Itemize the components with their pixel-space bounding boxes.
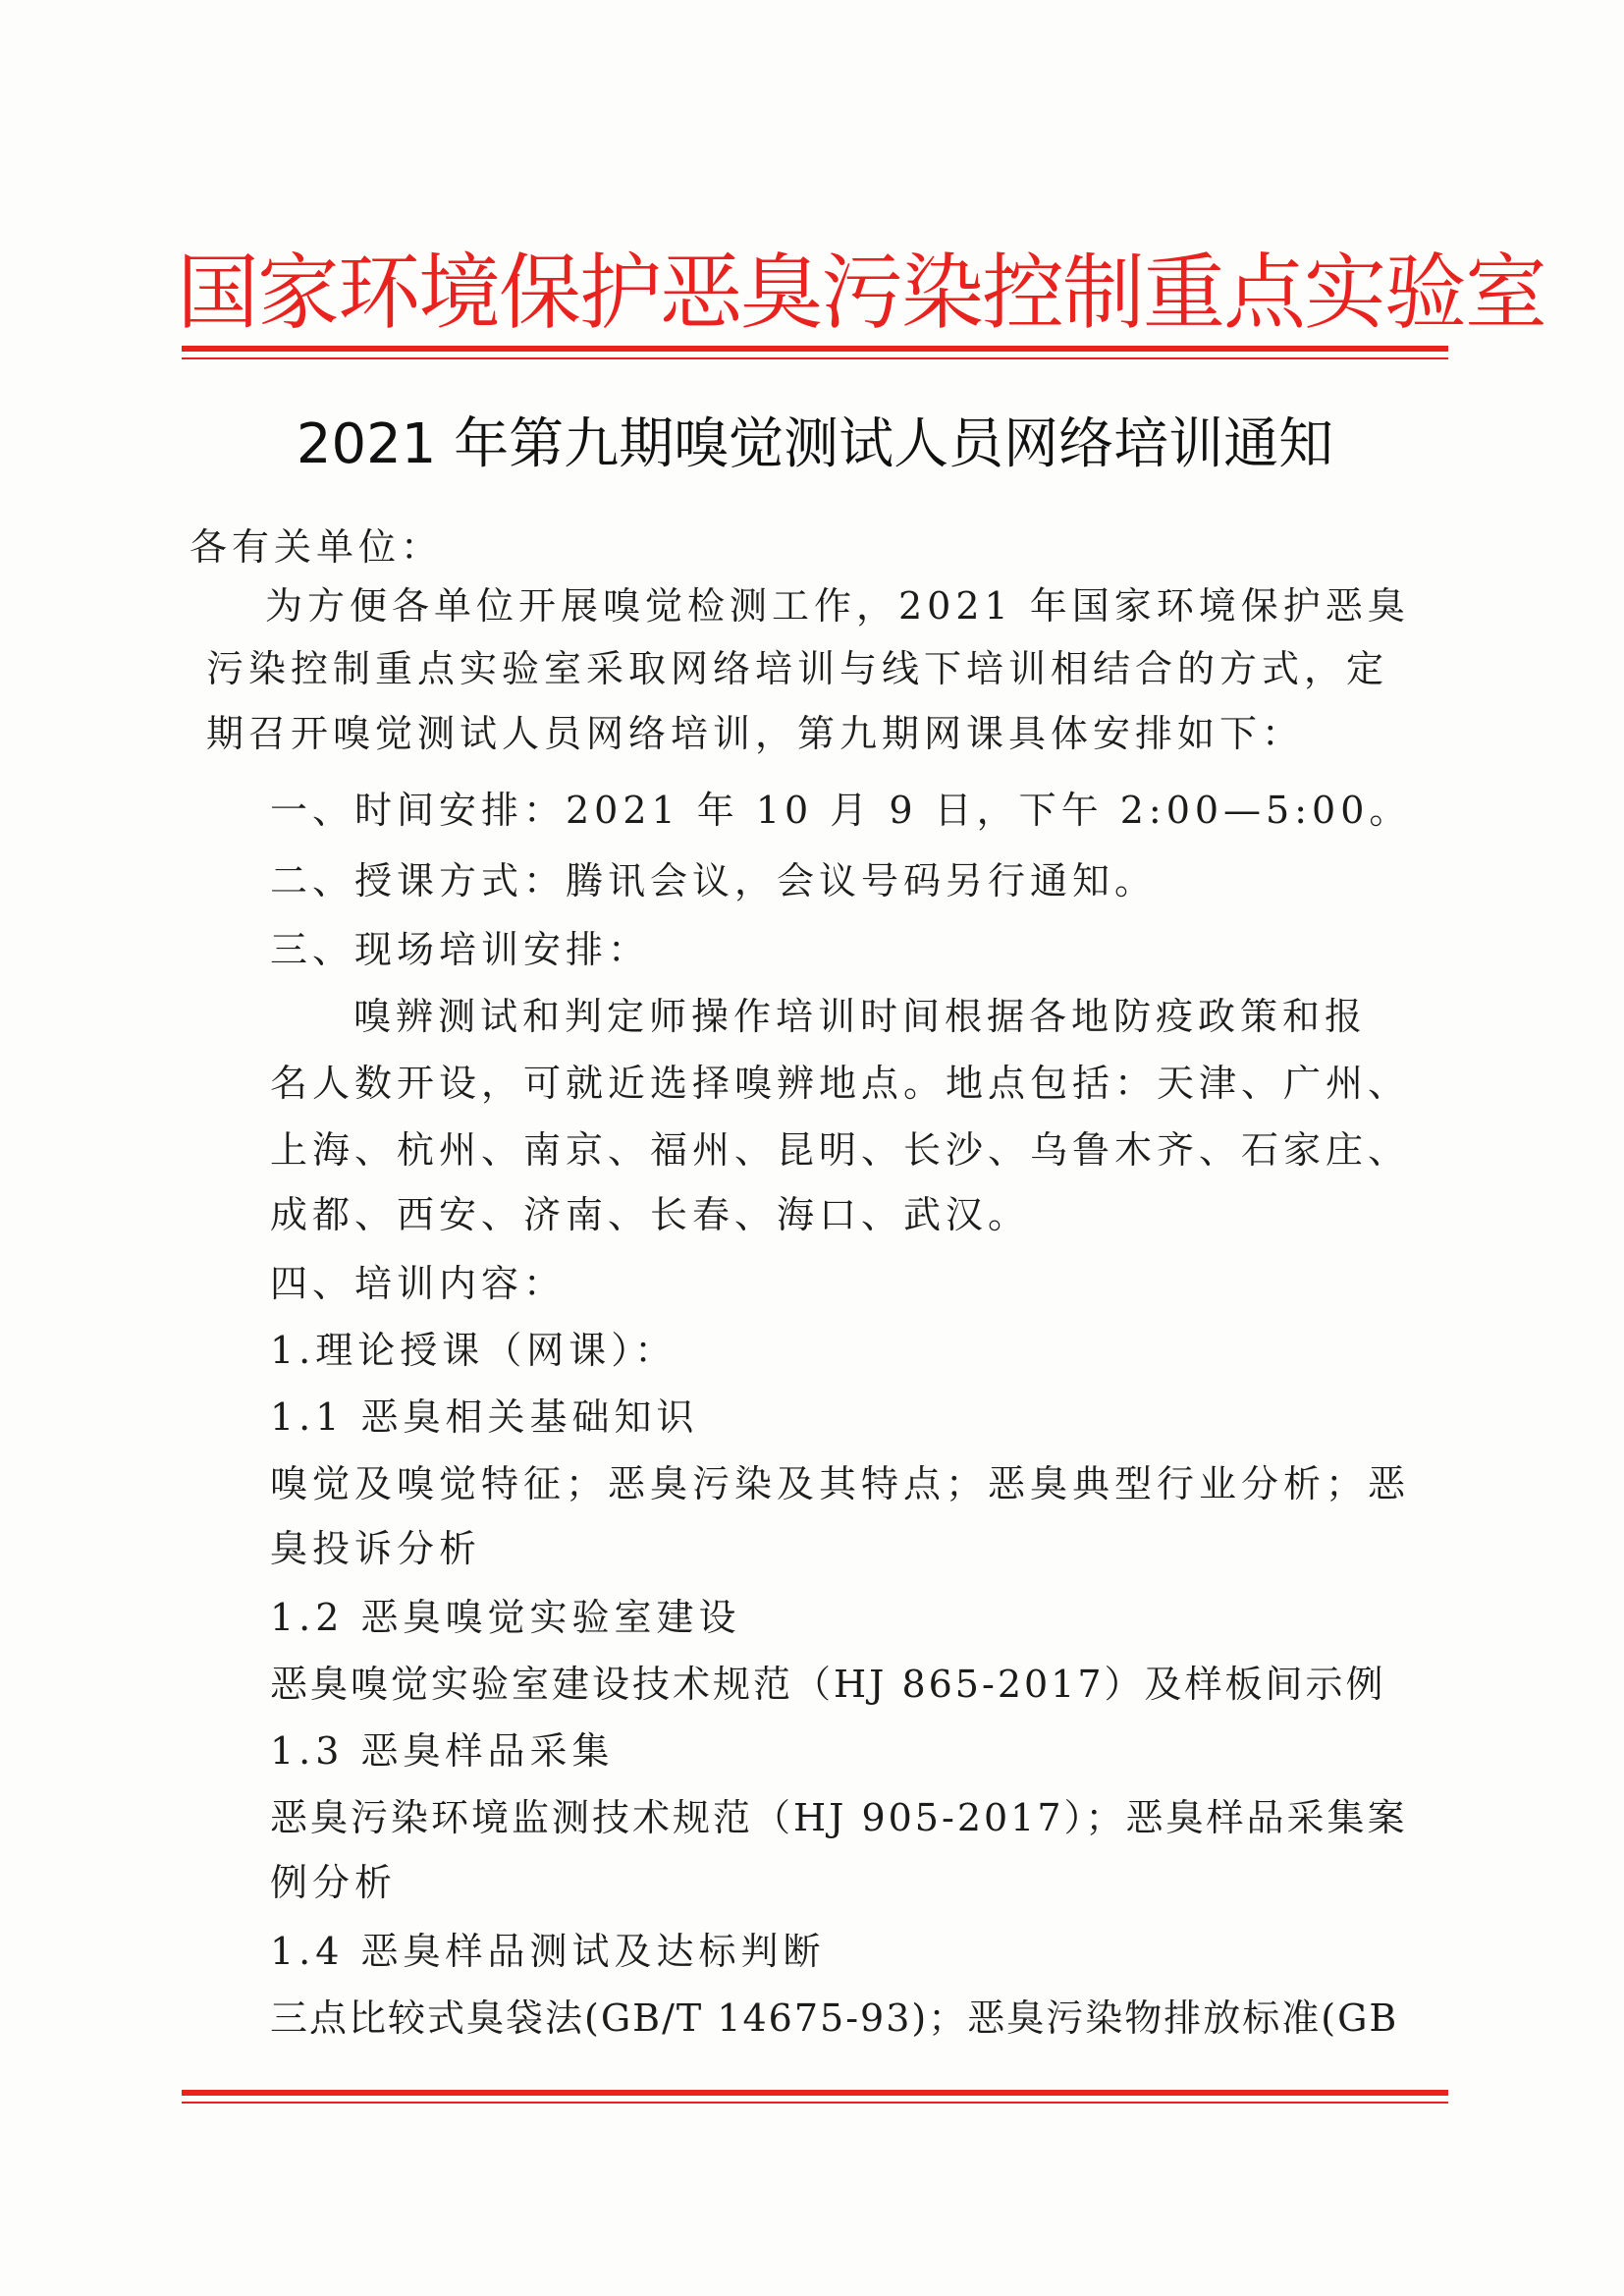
intro-line-1: 为方便各单位开展嗅觉检测工作，2021 年国家环境保护恶臭 xyxy=(265,584,1410,628)
footer-divider-thick xyxy=(182,2090,1448,2096)
item-1-1-line-1: 嗅觉及嗅觉特征；恶臭污染及其特点；恶臭典型行业分析；恶 xyxy=(270,1462,1411,1505)
item-1-4-line: 三点比较式臭袋法(GB/T 14675-93)；恶臭污染物排放标准(GB xyxy=(270,1996,1399,2040)
section-onsite-training: 三、现场培训安排： xyxy=(270,928,651,971)
notice-title: 2021 年第九期嗅觉测试人员网络培训通知 xyxy=(296,412,1334,476)
organization-letterhead: 国家环境保护恶臭污染控制重点实验室 xyxy=(177,245,1546,341)
item-1-2-heading: 1.2 恶臭嗅觉实验室建设 xyxy=(270,1596,741,1639)
section-teaching-method: 二、授课方式：腾讯会议，会议号码另行通知。 xyxy=(270,859,1158,902)
item-1-1-heading: 1.1 恶臭相关基础知识 xyxy=(270,1395,699,1439)
onsite-line-4: 成都、西安、济南、长春、海口、武汉。 xyxy=(270,1193,1031,1236)
intro-line-3: 期召开嗅觉测试人员网络培训，第九期网课具体安排如下： xyxy=(206,712,1305,755)
item-1-1-line-2: 臭投诉分析 xyxy=(270,1527,482,1570)
onsite-line-2: 名人数开设，可就近选择嗅辨地点。地点包括：天津、广州、 xyxy=(270,1062,1411,1105)
item-1-4-heading: 1.4 恶臭样品测试及达标判断 xyxy=(270,1930,826,1973)
item-theory-course: 1.理论授课（网课）： xyxy=(270,1329,677,1372)
item-1-2-line: 恶臭嗅觉实验室建设技术规范（HJ 865-2017）及样板间示例 xyxy=(270,1663,1386,1706)
onsite-line-3: 上海、杭州、南京、福州、昆明、长沙、乌鲁木齐、石家庄、 xyxy=(270,1128,1411,1172)
item-1-3-line-2: 例分析 xyxy=(270,1861,398,1904)
letterhead-divider-thin xyxy=(182,357,1448,359)
intro-line-2: 污染控制重点实验室采取网络培训与线下培训相结合的方式，定 xyxy=(206,647,1389,690)
letterhead-divider-thick xyxy=(182,346,1448,352)
item-1-3-heading: 1.3 恶臭样品采集 xyxy=(270,1729,615,1773)
footer-divider-thin xyxy=(182,2102,1448,2104)
section-schedule: 一、时间安排：2021 年 10 月 9 日，下午 2:00—5:00。 xyxy=(270,789,1412,832)
item-1-3-line-1: 恶臭污染环境监测技术规范（HJ 905-2017）；恶臭样品采集案 xyxy=(270,1796,1408,1839)
section-training-content: 四、培训内容： xyxy=(270,1262,567,1305)
salutation: 各有关单位： xyxy=(189,525,444,569)
onsite-line-1: 嗅辨测试和判定师操作培训时间根据各地防疫政策和报 xyxy=(353,995,1368,1038)
